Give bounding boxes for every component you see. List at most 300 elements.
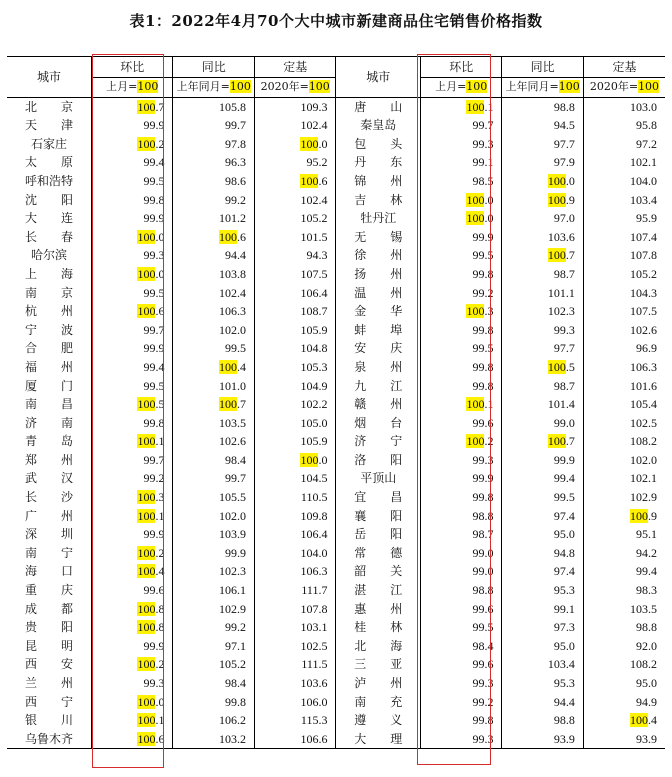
mom-cell <box>92 637 173 656</box>
base-value: 106.4 <box>300 285 328 300</box>
city-name: 烟 台 <box>336 414 421 433</box>
base-cell <box>254 469 335 488</box>
mom-cell <box>420 693 501 712</box>
mom-cell <box>420 432 501 451</box>
mom-value: 99.2 <box>143 471 165 486</box>
mom-sub-value: 100 <box>137 80 159 93</box>
base-value: 105.4 <box>630 397 657 412</box>
mom-value: 99.7 <box>143 452 165 467</box>
yoy-cell <box>502 637 583 656</box>
base-value: 107.4 <box>630 229 657 244</box>
table-row <box>7 135 665 154</box>
yoy-cell <box>173 693 254 712</box>
base-value: 108.2 <box>630 657 657 672</box>
yoy-value: 98.6 <box>224 173 246 188</box>
mom-cell <box>92 209 173 228</box>
yoy-cell <box>502 209 583 228</box>
base-cell <box>583 172 665 191</box>
city-name: 太 原 <box>24 155 73 170</box>
mom-value-rest: .6 <box>155 731 165 746</box>
yoy-cell <box>502 339 583 358</box>
mom-cell <box>420 153 501 172</box>
base-value: 95.9 <box>636 211 657 226</box>
mom-value: 99.9 <box>143 527 165 542</box>
mom-value: 99.6 <box>472 657 494 672</box>
city-name: 蚌 埠 <box>336 321 421 340</box>
yoy-value: 97.8 <box>224 136 246 151</box>
yoy-cell <box>502 321 583 340</box>
base-value: 102.0 <box>630 452 657 467</box>
highlight-100: 100 <box>137 545 156 560</box>
base-value: 103.5 <box>630 601 657 616</box>
city-name: 九 江 <box>336 377 421 396</box>
yoy-value: 103.2 <box>218 731 246 746</box>
table-row <box>7 693 665 712</box>
base-value: 95.2 <box>306 155 328 170</box>
base-value: 111.5 <box>301 657 328 672</box>
table-row <box>7 730 665 749</box>
base-value: 106.0 <box>300 694 328 709</box>
base-cell <box>583 246 665 265</box>
city-name: 洛 阳 <box>336 451 421 470</box>
table-row <box>7 191 665 210</box>
highlight-100: 100 <box>547 434 566 449</box>
mom-cell <box>92 265 173 284</box>
yoy-value: 97.4 <box>553 508 575 523</box>
base-cell <box>583 507 665 526</box>
base-value: 94.2 <box>636 545 657 560</box>
highlight-100: 100 <box>218 229 237 244</box>
base-cell <box>254 339 335 358</box>
yoy-cell <box>173 116 254 135</box>
yoy-cell <box>502 172 583 191</box>
mom-cell <box>420 246 501 265</box>
mom-value: 99.7 <box>143 322 165 337</box>
base-value: 101.6 <box>630 378 657 393</box>
city-name: 长 沙 <box>24 490 73 505</box>
table-row <box>7 562 665 581</box>
yoy-subheader-right <box>502 78 583 98</box>
city-name: 安 庆 <box>336 339 421 358</box>
yoy-value: 97.7 <box>553 136 575 151</box>
yoy-cell <box>173 172 254 191</box>
yoy-cell <box>173 562 254 581</box>
mom-cell <box>92 581 173 600</box>
base-cell <box>254 414 335 433</box>
mom-cell <box>420 525 501 544</box>
base-cell <box>254 451 335 470</box>
yoy-value: 103.6 <box>547 229 575 244</box>
yoy-cell <box>173 674 254 693</box>
mom-value: 99.3 <box>143 676 165 690</box>
city-name: 宁 波 <box>24 322 73 337</box>
yoy-value: 99.5 <box>553 490 575 505</box>
base-cell <box>583 358 665 377</box>
base-cell <box>583 135 665 154</box>
yoy-value: 97.9 <box>553 155 575 170</box>
yoy-sub-prefix: 上年同月= <box>505 80 559 93</box>
table-row <box>7 544 665 563</box>
highlight-100: 100 <box>630 713 648 728</box>
city-name: 南 充 <box>336 693 421 712</box>
base-cell <box>254 358 335 377</box>
mom-cell <box>420 711 501 730</box>
mom-sub-value: 100 <box>466 80 488 93</box>
mom-value: 98.4 <box>472 638 494 653</box>
mom-cell <box>92 153 173 172</box>
base-value: 103.4 <box>630 192 657 207</box>
yoy-value: 101.2 <box>218 211 246 226</box>
yoy-cell <box>502 711 583 730</box>
mom-cell <box>92 618 173 637</box>
highlight-100: 100 <box>466 434 485 449</box>
yoy-value: 94.8 <box>553 545 575 560</box>
base-value: 102.6 <box>630 322 657 337</box>
mom-cell <box>92 693 173 712</box>
mom-value: 99.9 <box>143 638 165 653</box>
yoy-cell <box>173 191 254 210</box>
city-name: 西 宁 <box>24 694 73 709</box>
city-name: 牡丹江 <box>336 209 421 228</box>
yoy-cell <box>173 507 254 526</box>
mom-cell <box>92 135 173 154</box>
base-value-rest: .0 <box>318 452 328 467</box>
mom-value: 99.3 <box>472 731 494 746</box>
highlight-100: 100 <box>137 694 156 709</box>
table-row <box>7 637 665 656</box>
city-name: 成 都 <box>24 601 73 616</box>
table-row <box>7 302 665 321</box>
yoy-cell <box>173 525 254 544</box>
yoy-cell <box>173 265 254 284</box>
mom-value: 99.3 <box>472 452 494 467</box>
city-name: 秦皇岛 <box>336 116 421 135</box>
mom-header-left: 环比 <box>92 57 173 78</box>
yoy-value: 99.8 <box>224 694 246 709</box>
base-value: 107.8 <box>630 248 657 263</box>
base-cell <box>254 228 335 247</box>
yoy-cell <box>173 284 254 303</box>
base-cell <box>583 562 665 581</box>
yoy-value: 106.3 <box>218 304 246 319</box>
mom-cell <box>420 451 501 470</box>
base-cell <box>583 618 665 637</box>
yoy-value: 103.8 <box>218 266 246 281</box>
city-name: 扬 州 <box>336 265 421 284</box>
mom-value: 99.4 <box>143 359 165 374</box>
highlight-100: 100 <box>137 657 156 672</box>
table-row <box>7 339 665 358</box>
city-name: 大 连 <box>24 211 73 226</box>
yoy-value: 101.4 <box>547 397 575 412</box>
yoy-value: 95.0 <box>553 527 575 542</box>
mom-cell <box>92 711 173 730</box>
city-name: 武 汉 <box>24 471 73 486</box>
base-value: 102.4 <box>300 118 328 133</box>
yoy-cell <box>173 358 254 377</box>
highlight-100: 100 <box>630 508 648 523</box>
base-value: 102.5 <box>630 415 657 430</box>
mom-value: 99.7 <box>472 118 494 133</box>
base-cell <box>254 637 335 656</box>
yoy-cell <box>173 209 254 228</box>
mom-cell <box>420 377 501 396</box>
yoy-cell <box>173 451 254 470</box>
base-cell <box>254 302 335 321</box>
mom-value: 99.5 <box>472 620 494 635</box>
highlight-100: 100 <box>137 490 156 505</box>
base-value: 98.8 <box>636 620 657 635</box>
city-name: 上 海 <box>24 266 73 281</box>
mom-cell <box>420 674 501 693</box>
yoy-cell <box>173 321 254 340</box>
mom-cell <box>92 339 173 358</box>
yoy-value: 99.7 <box>224 471 246 486</box>
city-name: 无 锡 <box>336 228 421 247</box>
yoy-value: 99.4 <box>553 471 575 486</box>
yoy-value-rest: .7 <box>565 248 575 263</box>
mom-value: 99.5 <box>472 341 494 356</box>
yoy-value-rest: .7 <box>565 434 575 449</box>
table-row <box>7 116 665 135</box>
mom-value-rest: .1 <box>484 99 494 114</box>
mom-cell <box>92 191 173 210</box>
highlight-100: 100 <box>547 173 566 188</box>
yoy-value: 99.7 <box>224 118 246 133</box>
base-cell <box>583 730 665 749</box>
base-value: 106.6 <box>300 731 328 746</box>
base-value: 99.4 <box>636 564 657 579</box>
base-value: 104.9 <box>300 378 328 393</box>
mom-value: 99.3 <box>472 676 494 690</box>
table-row <box>7 358 665 377</box>
mom-value: 99.8 <box>472 713 494 728</box>
city-name: 遵 义 <box>336 711 421 730</box>
city-name: 青 岛 <box>24 434 73 449</box>
base-cell <box>254 674 335 693</box>
base-cell <box>254 600 335 619</box>
base-sub-value: 100 <box>638 80 660 93</box>
base-subheader-left <box>254 78 335 98</box>
base-cell <box>583 432 665 451</box>
base-cell <box>254 581 335 600</box>
yoy-value: 99.0 <box>553 415 575 430</box>
base-cell <box>254 246 335 265</box>
yoy-value: 93.9 <box>553 731 575 746</box>
highlight-100: 100 <box>218 397 237 412</box>
mom-value: 99.5 <box>143 285 165 300</box>
mom-value: 99.8 <box>472 490 494 505</box>
base-cell <box>583 97 665 116</box>
mom-cell <box>92 228 173 247</box>
mom-cell <box>420 284 501 303</box>
base-value: 107.5 <box>300 266 328 281</box>
base-cell <box>254 172 335 191</box>
yoy-cell <box>502 265 583 284</box>
yoy-value: 102.0 <box>218 508 246 523</box>
highlight-100: 100 <box>137 266 156 281</box>
city-name: 北 海 <box>336 637 421 656</box>
mom-value-rest: .8 <box>155 620 165 635</box>
mom-value: 99.3 <box>143 248 165 263</box>
yoy-cell <box>502 377 583 396</box>
yoy-cell <box>502 488 583 507</box>
highlight-100: 100 <box>218 359 237 374</box>
yoy-value: 101.0 <box>218 378 246 393</box>
city-name: 徐 州 <box>336 246 421 265</box>
yoy-cell <box>502 507 583 526</box>
table-row <box>7 228 665 247</box>
yoy-cell <box>502 358 583 377</box>
yoy-sub-value: 100 <box>229 80 251 93</box>
base-value-rest: .9 <box>648 508 657 523</box>
base-value: 98.3 <box>636 583 657 598</box>
yoy-value: 99.9 <box>553 452 575 467</box>
base-value: 103.6 <box>300 676 328 690</box>
mom-cell <box>92 284 173 303</box>
yoy-subheader-left <box>173 78 254 98</box>
highlight-100: 100 <box>300 136 319 151</box>
mom-value-rest: .2 <box>484 434 494 449</box>
yoy-cell <box>502 395 583 414</box>
mom-cell <box>92 395 173 414</box>
mom-value: 99.0 <box>472 564 494 579</box>
mom-value-rest: .3 <box>155 490 165 505</box>
mom-cell <box>420 655 501 674</box>
mom-cell <box>420 600 501 619</box>
yoy-value: 103.4 <box>547 657 575 672</box>
mom-cell <box>92 507 173 526</box>
city-name: 济 宁 <box>336 432 421 451</box>
base-value: 109.8 <box>300 508 328 523</box>
yoy-cell <box>502 153 583 172</box>
mom-value-rest: .3 <box>484 304 494 319</box>
yoy-value: 106.2 <box>218 713 246 728</box>
base-header-left: 定基 <box>254 57 335 78</box>
mom-cell <box>420 637 501 656</box>
base-cell <box>254 209 335 228</box>
city-name: 唐 山 <box>336 97 421 116</box>
city-name: 兰 州 <box>24 676 73 690</box>
base-value: 108.2 <box>630 434 657 449</box>
table-row <box>7 581 665 600</box>
yoy-cell <box>173 135 254 154</box>
city-name: 泉 州 <box>336 358 421 377</box>
yoy-value: 98.4 <box>224 676 246 690</box>
base-value: 102.5 <box>300 638 328 653</box>
mom-value-rest: .5 <box>155 397 165 412</box>
mom-cell <box>420 265 501 284</box>
mom-cell <box>420 469 501 488</box>
mom-cell <box>92 600 173 619</box>
city-name: 桂 林 <box>336 618 421 637</box>
mom-value: 99.0 <box>472 545 494 560</box>
city-name: 沈 阳 <box>24 192 73 207</box>
city-name: 厦 门 <box>24 378 73 393</box>
mom-value-rest: .1 <box>155 434 165 449</box>
yoy-value: 95.3 <box>553 676 575 690</box>
yoy-value: 95.0 <box>553 638 575 653</box>
highlight-100: 100 <box>137 508 156 523</box>
table-row <box>7 618 665 637</box>
yoy-value: 98.7 <box>553 378 575 393</box>
yoy-cell <box>502 191 583 210</box>
mom-value-rest: .2 <box>155 136 165 151</box>
base-value: 94.3 <box>306 248 328 263</box>
yoy-cell <box>502 246 583 265</box>
base-header-right: 定基 <box>583 57 665 78</box>
yoy-cell <box>173 246 254 265</box>
mom-cell <box>420 97 501 116</box>
mom-value: 99.5 <box>143 378 165 393</box>
base-cell <box>583 302 665 321</box>
base-cell <box>583 488 665 507</box>
city-name: 海 口 <box>24 564 73 579</box>
mom-cell <box>92 544 173 563</box>
base-cell <box>583 284 665 303</box>
base-value-rest: .6 <box>318 173 328 188</box>
yoy-cell <box>502 135 583 154</box>
base-cell <box>254 135 335 154</box>
mom-cell <box>92 432 173 451</box>
table-row <box>7 153 665 172</box>
yoy-value: 95.3 <box>553 583 575 598</box>
table-title: 表1：2022年4月70个大中城市新建商品住宅销售价格指数 <box>129 12 543 30</box>
yoy-cell <box>173 377 254 396</box>
mom-value: 99.5 <box>472 248 494 263</box>
mom-value-rest: .1 <box>484 397 494 412</box>
yoy-value-rest: .5 <box>565 359 575 374</box>
base-value: 95.8 <box>636 118 657 133</box>
base-value: 107.5 <box>630 304 657 319</box>
mom-value: 98.8 <box>472 583 494 598</box>
mom-cell <box>92 358 173 377</box>
yoy-cell <box>502 432 583 451</box>
mom-cell <box>420 135 501 154</box>
mom-cell <box>92 730 173 749</box>
yoy-value: 101.1 <box>547 285 575 300</box>
mom-cell <box>420 507 501 526</box>
yoy-value-rest: .6 <box>236 229 246 244</box>
yoy-sub-prefix: 上年同月= <box>176 80 230 93</box>
city-name: 乌鲁木齐 <box>7 730 92 749</box>
mom-value: 98.5 <box>472 173 494 188</box>
base-cell <box>254 525 335 544</box>
base-value: 102.9 <box>630 490 657 505</box>
mom-cell <box>92 172 173 191</box>
mom-cell <box>92 116 173 135</box>
base-cell <box>254 321 335 340</box>
city-name: 杭 州 <box>24 304 73 319</box>
city-name: 西 安 <box>24 657 73 672</box>
base-cell <box>254 153 335 172</box>
mom-sub-prefix: 上月= <box>435 80 467 93</box>
base-value: 102.4 <box>300 192 328 207</box>
yoy-cell <box>502 97 583 116</box>
city-header-left: 城市 <box>7 57 92 98</box>
mom-cell <box>420 228 501 247</box>
base-cell <box>583 581 665 600</box>
mom-subheader-right <box>420 78 501 98</box>
yoy-value: 103.5 <box>218 415 246 430</box>
yoy-value: 105.2 <box>218 657 246 672</box>
base-cell <box>254 693 335 712</box>
mom-cell <box>92 302 173 321</box>
base-value: 106.4 <box>300 527 328 542</box>
mom-value-rest: .0 <box>484 211 494 226</box>
base-cell <box>583 153 665 172</box>
base-cell <box>254 655 335 674</box>
